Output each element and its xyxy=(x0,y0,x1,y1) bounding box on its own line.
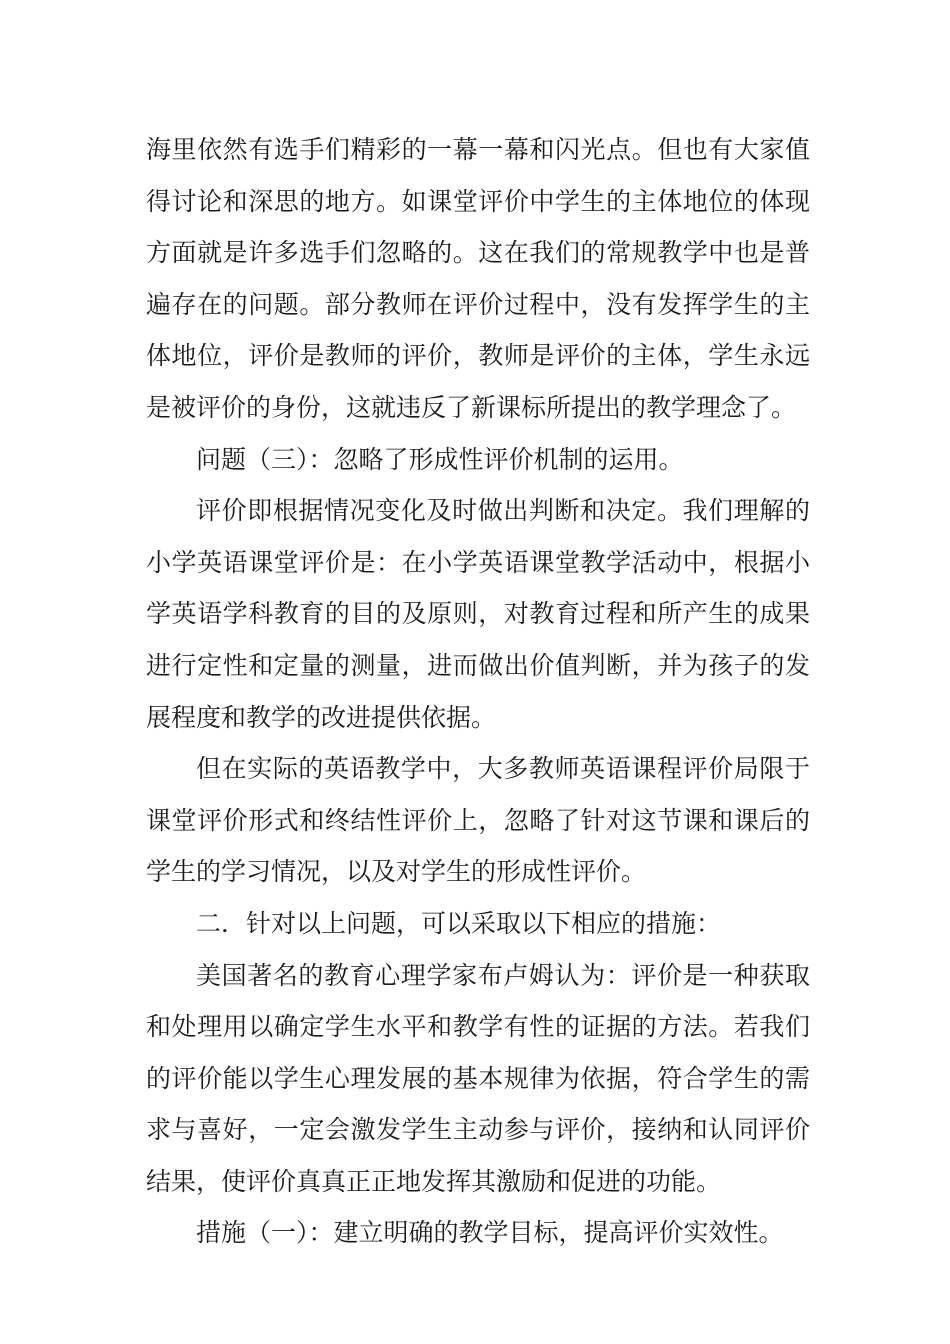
paragraph-evaluation-definition: 评价即根据情况变化及时做出判断和决定。我们理解的小学英语课堂评价是：在小学英语课堂教学活动中，根据小学英语学科教育的目的及原则，对教育过程和所产生的成果进行定性和定量的测量，进而做出价值判断，并为孩子的发展程度和教学的改进提供依据。 xyxy=(146,496,810,732)
section-heading-measures: 二．针对以上问题，可以采取以下相应的措施： xyxy=(196,908,722,938)
document-page xyxy=(146,124,810,1259)
section-heading-measure-1: 措施（一）：建立明确的教学目标，提高评价实效性。 xyxy=(196,1218,784,1248)
paragraph-actual-teaching: 但在实际的英语教学中，大多教师英语课程评价局限于课堂评价形式和终结性评价上，忽略了针对这节课和课后的学生的学习情况，以及对学生的形成性评价。 xyxy=(146,754,810,887)
section-heading-problem-3: 问题（三）：忽略了形成性评价机制的运用。 xyxy=(196,444,684,474)
paragraph-bloom: 美国著名的教育心理学家布卢姆认为：评价是一种获取和处理用以确定学生水平和教学有性的证据的方法。若我们的评价能以学生心理发展的基本规律为依据，符合学生的需求与喜好，一定会激发学生主动参与评价，接纳和认同评价结果，使评价真真正正地发挥其激励和促进的功能。 xyxy=(146,960,810,1196)
paragraph-continuation: 海里依然有选手们精彩的一幕一幕和闪光点。但也有大家值得讨论和深思的地方。如课堂评价中学生的主体地位的体现方面就是许多选手们忽略的。这在我们的常规教学中也是普遍存在的问题。部分教师在评价过程中，没有发挥学生的主体地位，评价是教师的评价，教师是评价的主体，学生永远是被评价的身份，这就违反了新课标所提出的教学理念了。 xyxy=(146,135,810,422)
